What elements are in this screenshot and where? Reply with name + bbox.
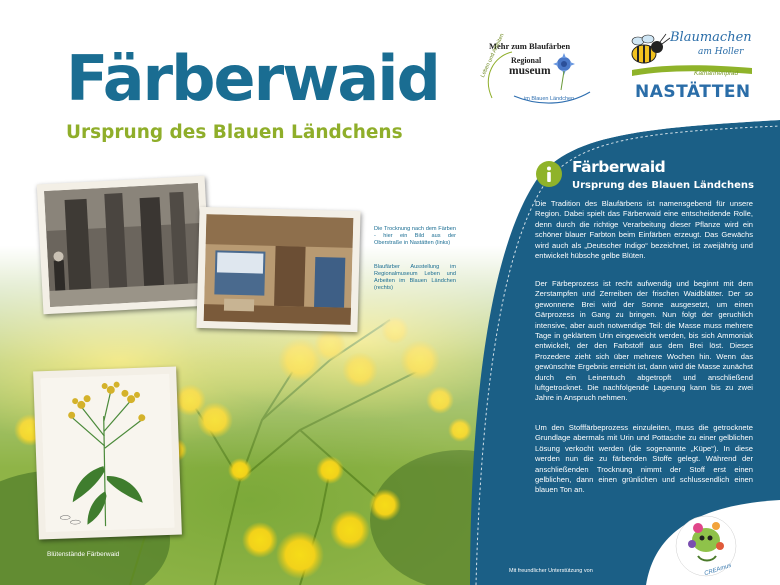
caption-photo-drying: Die Trocknung nach dem Färben - hier ein Bild aus der Oberstraße in Nastätten (links): [374, 226, 456, 247]
blaumachen-town: NASTÄTTEN: [635, 82, 751, 102]
sidebar-subtitle: Ursprung des Blauen Ländchens: [572, 180, 754, 191]
sidebar-paragraph-2: Der Färbeprozess ist recht aufwendig und beginnt mit dem Zerstampfen und Zerreiben der frischen Waidblätter. Der so gewonnene Brei wird der Sonne ausgesetzt, um einen Gärprozess in Gang zu bringen. Nun folgt der geruchlich intensive, aber auch notwendige Teil: die Masse muss mehrere Tage in geklärtem Urin eingeweicht werden, bis sich Ammoniak entwickelt, der den Farbstoff aus dem Brei löst. Dieses Prozedere zieht sich über mehrere Wochen hin. Wenn das gewünschte Ergebnis erreicht ist, dann wird die Masse zunächst durch ein Leinentuch abgetropft und anschließend luftgetrocknet. Die nachfolgende Lagerung kann bis zu zwei Jahre in Anspruch nehmen.: [535, 279, 753, 403]
caption-photo-museum: Blaufärber Ausstellung im Regionalmuseum Leben und Arbeiten im Blauen Ländchen (rechts): [374, 264, 456, 292]
regional-museum-name-bottom: museum: [509, 65, 551, 77]
sidebar-paragraph-3: Um den Stofffärbeprozess einzuleiten, muss die getrocknete Grundlage abermals mit Urin und Pottasche zu einer gelblichen Lösung verkocht werden (die sogenannte „Küpe“). In diese werden nun die zu färbenden Stoffe gelegt. Während der anschließenden Trocknung nimmt der Stoff erst einen gelblichen, dann einen grünlichen und schlussendlich einen blauen Ton an.: [535, 423, 753, 495]
blaumachen-line1: Blaumachen: [670, 30, 752, 45]
sidebar-title: Färberwaid: [572, 158, 666, 176]
info-icon: [536, 161, 562, 187]
botanical-illustration: [33, 367, 182, 540]
blaumachen-line2: am Holler: [698, 47, 744, 57]
sidebar-paragraph-1: Die Tradition des Blaufärbens ist namensgebend für unsere Region. Dabei spielt das Färberwaid eine entscheidende Rolle, denn durch die richtige Verarbeitung dieser Pflanze wird ein schöner blauer Farbton beim Einfärben erzeugt. Das Gewächs wird auch als „Deutscher Indigo“ bezeichnet, ist zweijährig und entwickelt hübsche gelbe Blüten.: [535, 199, 753, 261]
regional-museum-headline: Mehr zum Blaufärben: [489, 41, 571, 51]
partner-logo-text: CREAmus: [703, 562, 733, 578]
regional-museum-arc-left: Leben und Arbeiten: [480, 32, 506, 79]
photo-museum-exhibition: [196, 207, 360, 332]
support-text: Mit freundlicher Unterstützung von: [509, 568, 593, 574]
regional-museum-arc-bottom: im Blauen Ländchen: [524, 96, 575, 102]
blaumachen-nastaetten-logo: [624, 28, 754, 104]
page-title: Färberwaid: [66, 42, 439, 115]
caption-flowers: Blütenstände Färberwaid: [47, 551, 120, 558]
blaumachen-line3: Katharinenpfad: [694, 70, 739, 77]
photo-drying-oberstrasse: [37, 176, 212, 315]
regional-museum-name-top: Regional: [511, 56, 542, 65]
regional-museum-logo: [478, 32, 606, 108]
page-subtitle: Ursprung des Blauen Ländchens: [66, 122, 403, 143]
